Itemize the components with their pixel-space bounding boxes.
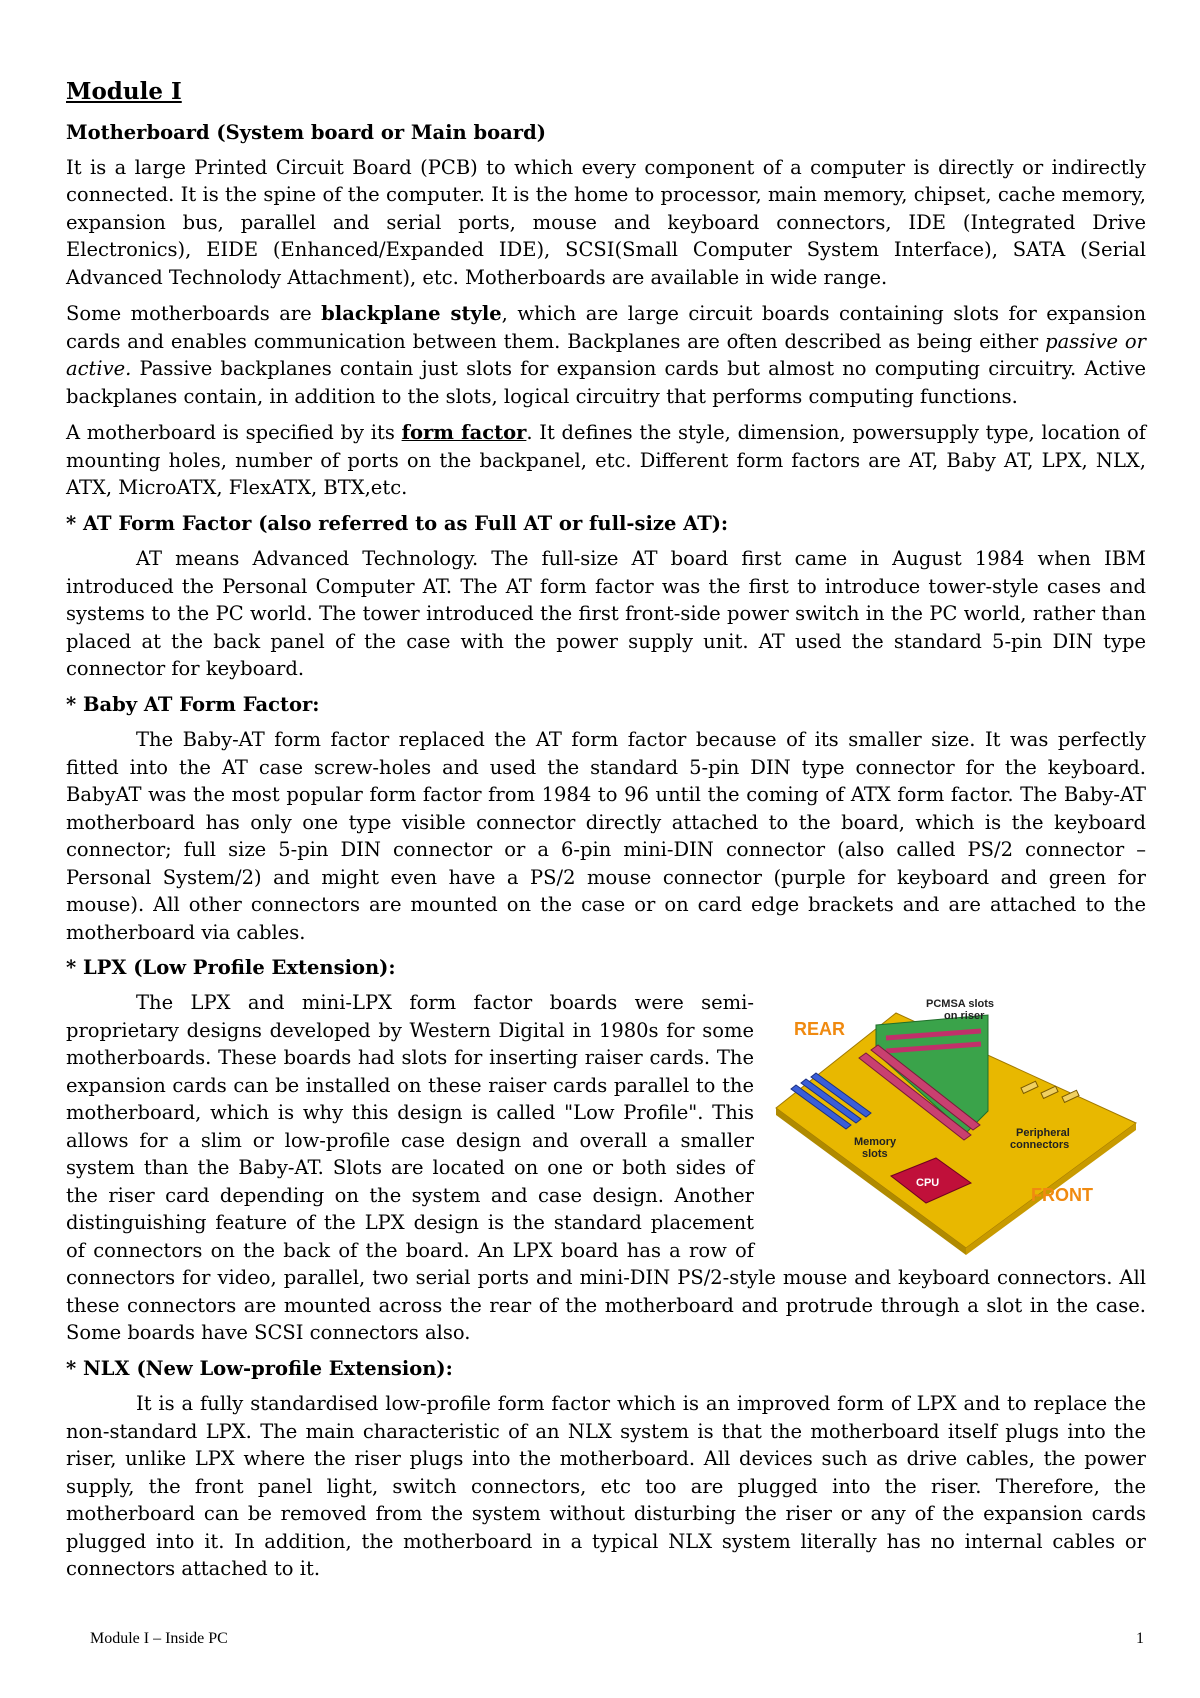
babyat-paragraph: The Baby-AT form factor replaced the AT form factor because of its smaller size. It was perfectly fitted into the AT case screw-holes and used the standard 5-pin DIN type connector for the keyboard. BabyAT was the most popular form factor from 1984 to 96 until the coming of ATX form factor. The Baby-AT motherboard has only one type visible connector directly attached to the board, which is the keyboard connector; full size 5-pin DIN connector or a 6-pin mini-DIN connector (also called PS/2 connector – Personal System/2) and might even have a PS/2 mouse connector (purple for keyboard and green for mouse). All other connectors are mounted on the case or on card edge brackets and are attached to the motherboard via cables. [66,728,1146,944]
footer-page-number: 1 [1136,1630,1144,1647]
memory-label-1: Memory [854,1136,897,1149]
cpu-label: CPU [916,1177,940,1190]
rear-label: REAR [794,1019,846,1040]
peripheral-label-2: connectors [1010,1139,1070,1152]
backplane-term: blackplane style [321,302,502,326]
lpx-section [66,989,1146,1347]
form-factor-paragraph: A motherboard is specified by its form factor. It defines the style, dimension, powersupply type, location of mounting holes, number of ports on the backpanel, etc. Different form factors are AT, Baby AT, LPX, NLX, ATX, MicroATX, FlexATX, BTX,etc. [66,421,1147,500]
module-title: Module I [66,78,182,105]
nlx-paragraph: It is a fully standardised low-profile form factor which is an improved form of LPX and to replace the non-standard LPX. The main characteristic of an NLX system is that the motherboard itself plugs into the riser, unlike LPX where the riser plugs into the motherboard. All devices such as drive cables, the power supply, the front panel light, switch connectors, etc too are plugged into the riser. Therefore, the motherboard can be removed from the system without disturbing the riser or any of the expansion cards plugged into it. In addition, the motherboard in a typical NLX system literally has no internal cables or connectors attached to it. [66,1392,1146,1581]
passive-active-term: passive or active. [66,329,1146,381]
lpx-heading: * LPX (Low Profile Extension): [66,956,396,980]
footer-module-label: Module I – Inside PC [90,1630,228,1647]
backplane-paragraph: Some motherboards are blackplane style, which are large circuit boards containing slots for expansion cards and enables communication between them. Backplanes are often described as being either passive or active. Passive backplanes contain just slots for expansion cards but almost no computing circuitry. Active backplanes contain, in addition to the slots, logical circuitry that performs computing functions. [66,302,1146,408]
pcmsa-label-1: PCMSA slots [926,998,995,1011]
motherboard-heading: Motherboard (System board or Main board) [66,120,546,144]
lpx-motherboard-diagram [766,993,1146,1255]
at-heading: * AT Form Factor (also referred to as Full AT or full-size AT): [66,511,729,535]
babyat-heading: * Baby AT Form Factor: [66,692,320,716]
form-factor-term: form factor [401,421,527,445]
at-paragraph: AT means Advanced Technology. The full-size AT board first came in August 1984 when IBM introduced the Personal Computer AT. The AT form factor was the first to introduce tower-style cases and systems to the PC world. The tower introduced the first front-side power switch in the PC world, rather than placed at the back panel of the case with the power supply unit. AT used the standard 5-pin DIN type connector for keyboard. [66,547,1146,681]
peripheral-label-1: Peripheral [1016,1127,1070,1140]
lpx-paragraph: The LPX and mini-LPX form factor boards were semi-proprietary designs developed by Western Digital in 1980s for some motherboards. These boards had slots for inserting raiser cards. The expansion cards can be installed on these raiser cards parallel to the motherboard, which is why this design is called "Low Profile". This allows for a slim or low-profile case design and overall a smaller system than the Baby-AT. Slots are located on one or both sides of the riser card depending on the system and case design. Another distinguishing feature of the LPX design is the standard placement of connectors on the back of the board. An LPX board has a row of connectors for video, parallel, two serial ports and mini-DIN PS/2-style mouse and keyboard connectors. All these connectors are mounted across the rear of the motherboard and protrude through a slot in the case. Some boards have SCSI connectors also. [66,991,1146,1345]
document-page [66,78,1146,1592]
pcmsa-label-2: on riser [944,1010,985,1023]
motherboard-intro-paragraph: It is a large Printed Circuit Board (PCB) to which every component of a computer is directly or indirectly connected. It is the spine of the computer. It is the home to processor, main memory, chipset, cache memory, expansion bus, parallel and serial ports, mouse and keyboard connectors, IDE (Integrated Drive Electronics), EIDE (Enhanced/Expanded IDE), SCSI(Small Computer System Interface), SATA (Serial Advanced Technolody Attachment), etc. Motherboards are available in wide range. [66,155,1146,289]
nlx-heading: * NLX (New Low-profile Extension): [66,1356,453,1380]
memory-label-2: slots [862,1148,888,1161]
front-label: FRONT [1031,1185,1093,1206]
